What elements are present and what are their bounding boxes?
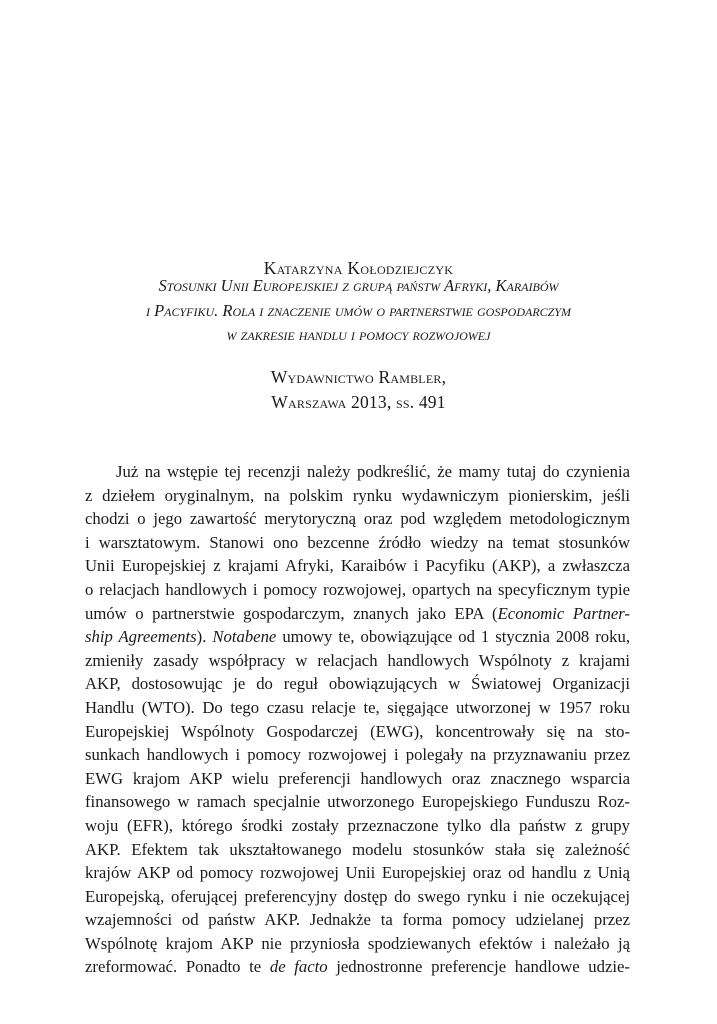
body-text: umów o partnerstwie gospodarczym, znanych jako EPA ( bbox=[85, 603, 498, 623]
book-title-line: Stosunki Unii Europejskiej z grupą państw Afryki, Karaibów bbox=[158, 276, 559, 295]
body-line: zmieniły zasady współpracy w relacjach handlowych Wspólnoty z krajami bbox=[85, 650, 630, 670]
book-title bbox=[0, 274, 717, 348]
review-author: Katarzyna Kołodziejczyk bbox=[263, 258, 454, 278]
body-line: Handlu (WTO). Do tego czasu relacje te, sięgające utworzonej w 1957 roku bbox=[85, 697, 630, 717]
body-line: Wspólnotę krajom AKP nie przyniosła spodziewanych efektów i należało ją bbox=[85, 933, 630, 953]
review-body bbox=[85, 460, 630, 979]
book-title-line: w zakresie handlu i pomocy rozwojowej bbox=[226, 325, 491, 344]
publisher-name: Wydawnictwo Rambler, bbox=[270, 367, 447, 387]
body-line: Europejskiej Wspólnoty Gospodarczej (EWG), koncentrowały się na sto- bbox=[85, 721, 630, 741]
body-text: zreformować. Ponadto te bbox=[85, 957, 270, 977]
body-text: umowy te, obowiązujące od 1 stycznia 2008 roku, bbox=[276, 627, 630, 647]
body-text: jednostronne preferencje handlowe udzie- bbox=[327, 957, 630, 977]
body-line: chodzi o jego zawartość merytoryczną oraz pod względem metodologicznym bbox=[85, 509, 630, 529]
body-text-italic: Economic Partner- bbox=[497, 603, 630, 623]
publication-place-year-pages: Warszawa 2013, ss. 491 bbox=[271, 392, 446, 412]
body-line: o relacjach handlowych i pomocy rozwojowej, opartych na specyficznym typie bbox=[85, 579, 630, 599]
body-line bbox=[85, 955, 630, 979]
body-line: sunkach handlowych i pomocy rozwojowej i polegały na przyznawaniu przez bbox=[85, 745, 630, 765]
book-title-line: i Pacyfiku. Rola i znaczenie umów o partnerstwie gospodarczym bbox=[145, 300, 572, 320]
body-line bbox=[85, 625, 630, 649]
body-line: finansowego w ramach specjalnie utworzonego Europejskiego Funduszu Roz- bbox=[85, 792, 630, 812]
body-line: i warsztatowym. Stanowi ono bezcenne źródło wiedzy na temat stosunków bbox=[85, 532, 630, 552]
body-line: Europejską, oferującej preferencyjny dostęp do swego rynku i nie oczekującej bbox=[85, 886, 630, 906]
body-text-italic: ship Agreements bbox=[85, 627, 197, 647]
body-text-italic: Notabene bbox=[212, 627, 277, 647]
body-line: Unii Europejskiej z krajami Afryki, Karaibów i Pacyfiku (AKP), a zwłaszcza bbox=[85, 556, 630, 576]
body-text: ). bbox=[196, 627, 213, 647]
body-line: woju (EFR), którego środki zostały przeznaczone tylko dla państw z grupy bbox=[85, 815, 630, 835]
body-line bbox=[85, 602, 630, 626]
body-line: AKP. Efektem tak ukształtowanego modelu stosunków stała się zależność bbox=[85, 839, 630, 859]
publisher-info bbox=[0, 365, 717, 415]
body-line: z dziełem oryginalnym, na polskim rynku wydawniczym pionierskim, jeśli bbox=[85, 485, 630, 505]
body-line: Już na wstępie tej recenzji należy podkreślić, że mamy tutaj do czynienia bbox=[116, 462, 630, 481]
body-text-italic: de facto bbox=[269, 957, 328, 977]
body-line: wzajemności od państw AKP. Jednakże ta forma pomocy udzielanej przez bbox=[85, 910, 630, 930]
body-line: EWG krajom AKP wielu preferencji handlowych oraz znacznego wsparcia bbox=[85, 768, 630, 788]
body-line: krajów AKP od pomocy rozwojowej Unii Europejskiej oraz od handlu z Unią bbox=[85, 863, 630, 883]
body-line: AKP, dostosowując je do reguł obowiązujących w Światowej Organizacji bbox=[85, 674, 630, 694]
